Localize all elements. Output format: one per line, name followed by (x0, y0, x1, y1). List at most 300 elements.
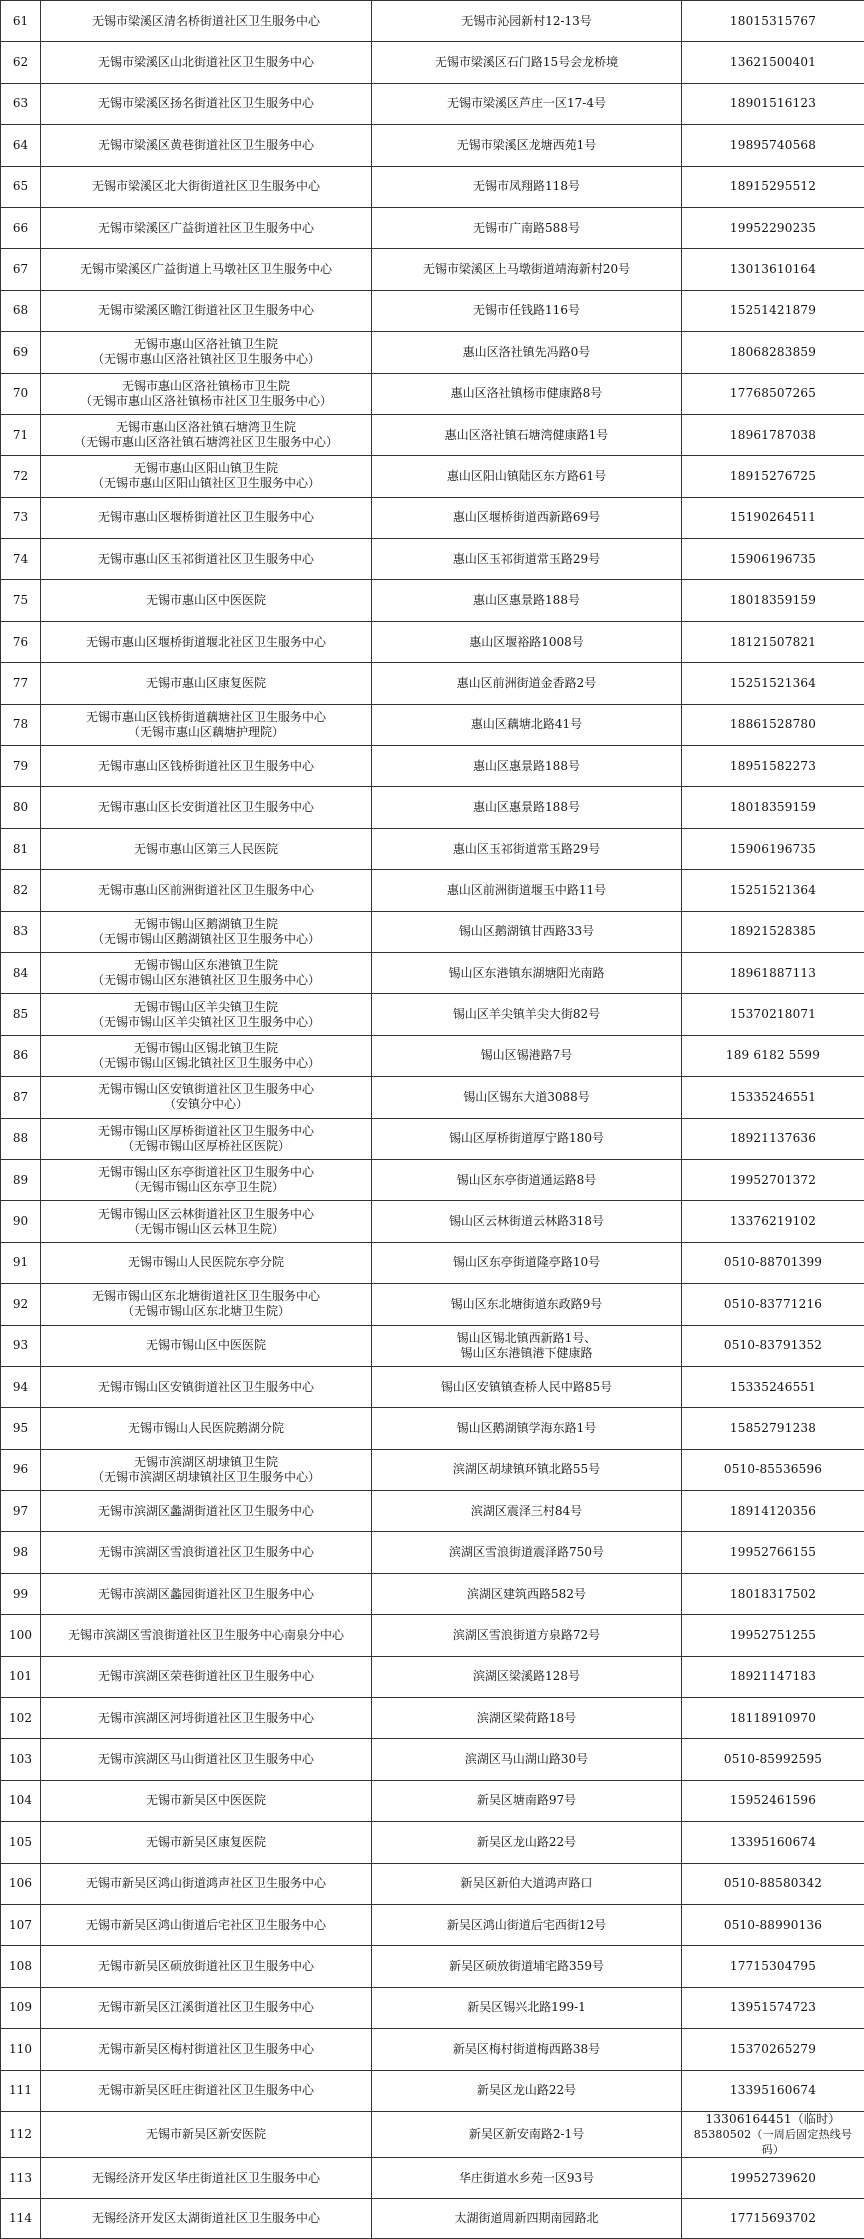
row-number-cell: 69 (1, 332, 41, 373)
facility-name-line: 无锡经济开发区华庄街道社区卫生服务中心 (45, 2171, 367, 2186)
facility-name-cell (41, 1573, 372, 1614)
table-row (1, 1739, 864, 1780)
table-row (1, 1615, 864, 1656)
table-row (1, 456, 864, 497)
address-cell (372, 414, 682, 455)
facility-name-cell (41, 166, 372, 207)
phone-cell (682, 42, 864, 83)
phone-cell (682, 1573, 864, 1614)
row-number-cell: 94 (1, 1366, 41, 1407)
facility-name-cell (41, 2070, 372, 2111)
phone-cell (682, 166, 864, 207)
phone-cell (682, 414, 864, 455)
table-row (1, 1532, 864, 1573)
clinic-table-body (1, 1, 864, 2239)
row-number-cell: 92 (1, 1284, 41, 1325)
phone-line: 0510-88701399 (686, 1255, 860, 1270)
address-cell (372, 42, 682, 83)
row-number-cell: 112 (1, 2111, 41, 2157)
address-cell (372, 2157, 682, 2198)
address-cell (372, 1780, 682, 1821)
facility-name-line: 无锡市梁溪区山北街道社区卫生服务中心 (45, 55, 367, 70)
table-row (1, 1449, 864, 1490)
address-line: 锡山区东亭街道隆亭路10号 (376, 1255, 677, 1270)
facility-name-line: 无锡市滨湖区雪浪街道社区卫生服务中心 (45, 1545, 367, 1560)
address-line: 新吴区硕放街道埔宅路359号 (376, 1959, 677, 1974)
row-number-cell: 80 (1, 787, 41, 828)
address-line: 锡山区东亭街道通运路8号 (376, 1173, 677, 1188)
row-number-cell: 66 (1, 207, 41, 248)
row-number-cell: 114 (1, 2199, 41, 2239)
row-number-cell: 72 (1, 456, 41, 497)
phone-cell (682, 580, 864, 621)
facility-name-line: （无锡市锡山区羊尖镇社区卫生服务中心） (45, 1015, 367, 1030)
address-cell (372, 1077, 682, 1118)
facility-name-cell (41, 1904, 372, 1945)
phone-line: 13013610164 (686, 262, 860, 277)
address-line: 锡山区安镇镇查桥人民中路85号 (376, 1380, 677, 1395)
row-number-cell: 88 (1, 1118, 41, 1159)
facility-name-cell (41, 1532, 372, 1573)
facility-name-line: 无锡市梁溪区扬名街道社区卫生服务中心 (45, 96, 367, 111)
address-line: 锡山区锡北镇西新路1号、 (376, 1331, 677, 1346)
phone-line: 13376219102 (686, 1214, 860, 1229)
address-cell (372, 539, 682, 580)
address-cell (372, 2029, 682, 2070)
table-row (1, 332, 864, 373)
facility-name-cell (41, 1615, 372, 1656)
facility-name-line: 无锡市惠山区洛社镇石塘湾卫生院 (45, 420, 367, 435)
table-row (1, 42, 864, 83)
address-cell (372, 1118, 682, 1159)
address-cell (372, 952, 682, 993)
phone-line: 13951574723 (686, 2000, 860, 2015)
table-row (1, 2157, 864, 2198)
address-cell (372, 290, 682, 331)
facility-name-cell (41, 704, 372, 745)
address-line: 滨湖区梁荷路18号 (376, 1711, 677, 1726)
address-line: 锡山区鹅湖镇甘西路33号 (376, 924, 677, 939)
phone-line: 17715693702 (686, 2211, 860, 2226)
table-row (1, 1201, 864, 1242)
phone-line: 15251521364 (686, 676, 860, 691)
address-line: 无锡市梁溪区上马墩街道靖海新村20号 (376, 262, 677, 277)
phone-cell (682, 1408, 864, 1449)
phone-line: 17715304795 (686, 1959, 860, 1974)
facility-name-cell (41, 456, 372, 497)
row-number-cell: 86 (1, 1035, 41, 1076)
facility-name-cell (41, 1739, 372, 1780)
address-line: 滨湖区胡埭镇环镇北路55号 (376, 1462, 677, 1477)
address-cell (372, 870, 682, 911)
address-cell (372, 1946, 682, 1987)
phone-line: 0510-88990136 (686, 1918, 860, 1933)
phone-line: 15190264511 (686, 510, 860, 525)
facility-name-cell (41, 373, 372, 414)
facility-name-cell (41, 1987, 372, 2028)
facility-name-line: （无锡市锡山区东亭卫生院） (45, 1180, 367, 1195)
phone-line: 0510-83771216 (686, 1297, 860, 1312)
address-line: 滨湖区震泽三村84号 (376, 1504, 677, 1519)
address-line: 惠山区前洲街道金香路2号 (376, 676, 677, 691)
address-cell (372, 1, 682, 42)
table-row (1, 207, 864, 248)
table-row (1, 621, 864, 662)
phone-line: 18961887113 (686, 966, 860, 981)
table-row (1, 1987, 864, 2028)
phone-cell (682, 1449, 864, 1490)
table-row (1, 994, 864, 1035)
address-cell (372, 621, 682, 662)
row-number-cell: 62 (1, 42, 41, 83)
phone-cell (682, 1077, 864, 1118)
facility-name-line: 无锡市梁溪区清名桥街道社区卫生服务中心 (45, 14, 367, 29)
facility-name-line: 无锡市惠山区钱桥街道社区卫生服务中心 (45, 759, 367, 774)
facility-name-cell (41, 2111, 372, 2157)
table-row (1, 1325, 864, 1366)
phone-cell (682, 1532, 864, 1573)
facility-name-cell (41, 580, 372, 621)
table-row (1, 1035, 864, 1076)
address-cell (372, 1449, 682, 1490)
facility-name-cell (41, 414, 372, 455)
row-number-cell: 70 (1, 373, 41, 414)
row-number-cell: 76 (1, 621, 41, 662)
facility-name-cell (41, 207, 372, 248)
phone-line: 13395160674 (686, 1835, 860, 1850)
table-row (1, 746, 864, 787)
address-cell (372, 332, 682, 373)
address-line: 锡山区鹅湖镇学海东路1号 (376, 1421, 677, 1436)
facility-name-line: 无锡市惠山区洛社镇卫生院 (45, 337, 367, 352)
row-number-cell: 97 (1, 1491, 41, 1532)
address-cell (372, 2111, 682, 2157)
phone-cell (682, 1822, 864, 1863)
address-line: 滨湖区建筑西路582号 (376, 1587, 677, 1602)
address-cell (372, 2199, 682, 2239)
facility-name-line: （无锡市锡山区厚桥社区医院） (45, 1139, 367, 1154)
facility-name-line: 无锡市滨湖区河埒街道社区卫生服务中心 (45, 1711, 367, 1726)
phone-cell (682, 249, 864, 290)
address-line: 锡山区东北塘街道东政路9号 (376, 1297, 677, 1312)
table-row (1, 1, 864, 42)
address-line: 新吴区龙山路22号 (376, 1835, 677, 1850)
address-cell (372, 125, 682, 166)
facility-name-cell (41, 746, 372, 787)
facility-name-line: 无锡市滨湖区马山街道社区卫生服务中心 (45, 1752, 367, 1767)
row-number-cell: 75 (1, 580, 41, 621)
row-number-cell: 99 (1, 1573, 41, 1614)
facility-name-cell (41, 2199, 372, 2239)
facility-name-line: 无锡市锡山区厚桥街道社区卫生服务中心 (45, 1124, 367, 1139)
row-number-cell: 77 (1, 663, 41, 704)
address-line: 惠山区洛社镇石塘湾健康路1号 (376, 428, 677, 443)
table-row (1, 1863, 864, 1904)
address-line: 锡山区锡港路7号 (376, 1048, 677, 1063)
address-cell (372, 1739, 682, 1780)
phone-cell (682, 2070, 864, 2111)
facility-name-cell (41, 290, 372, 331)
address-cell (372, 1698, 682, 1739)
table-row (1, 249, 864, 290)
row-number-cell: 61 (1, 1, 41, 42)
phone-cell (682, 2111, 864, 2157)
phone-cell (682, 704, 864, 745)
phone-cell (682, 1366, 864, 1407)
facility-name-cell (41, 1780, 372, 1821)
facility-name-line: 无锡市惠山区洛社镇杨市卫生院 (45, 379, 367, 394)
row-number-cell: 90 (1, 1201, 41, 1242)
address-cell (372, 580, 682, 621)
phone-line: 189 6182 5599 (686, 1048, 860, 1063)
table-row (1, 125, 864, 166)
table-row (1, 1573, 864, 1614)
phone-cell (682, 621, 864, 662)
facility-name-line: 无锡市新吴区康复医院 (45, 1835, 367, 1850)
facility-name-cell (41, 42, 372, 83)
phone-line: 18018317502 (686, 1587, 860, 1602)
row-number-cell: 109 (1, 1987, 41, 2028)
phone-cell (682, 1615, 864, 1656)
row-number-cell: 83 (1, 911, 41, 952)
facility-name-line: 无锡市惠山区阳山镇卫生院 (45, 461, 367, 476)
facility-name-line: 无锡市锡山区中医医院 (45, 1338, 367, 1353)
facility-name-cell (41, 1366, 372, 1407)
address-line: 惠山区惠景路188号 (376, 593, 677, 608)
facility-name-cell (41, 1201, 372, 1242)
facility-name-line: 无锡市惠山区前洲街道社区卫生服务中心 (45, 883, 367, 898)
table-row (1, 1408, 864, 1449)
address-line: 惠山区堰桥街道西新路69号 (376, 510, 677, 525)
facility-name-line: 无锡市锡山区羊尖镇卫生院 (45, 1000, 367, 1015)
phone-line: 15370218071 (686, 1007, 860, 1022)
facility-name-line: （无锡市锡山区锡北镇社区卫生服务中心） (45, 1056, 367, 1071)
address-line: 新吴区梅村街道梅西路38号 (376, 2042, 677, 2057)
address-line: 无锡市任钱路116号 (376, 303, 677, 318)
phone-line: 18861528780 (686, 717, 860, 732)
address-cell (372, 497, 682, 538)
address-line: 无锡市梁溪区芦庄一区17-4号 (376, 96, 677, 111)
facility-name-cell (41, 1408, 372, 1449)
facility-name-cell (41, 870, 372, 911)
table-row (1, 787, 864, 828)
row-number-cell: 113 (1, 2157, 41, 2198)
table-row (1, 1159, 864, 1200)
phone-line: 13621500401 (686, 55, 860, 70)
row-number-cell: 84 (1, 952, 41, 993)
facility-name-cell (41, 1242, 372, 1283)
facility-name-line: 无锡市新吴区鸿山街道鸿声社区卫生服务中心 (45, 1876, 367, 1891)
table-row (1, 290, 864, 331)
row-number-cell: 101 (1, 1656, 41, 1697)
row-number-cell: 81 (1, 828, 41, 869)
facility-name-cell (41, 1656, 372, 1697)
facility-name-line: 无锡市滨湖区胡埭镇卫生院 (45, 1455, 367, 1470)
table-row (1, 2111, 864, 2157)
facility-name-line: （无锡市滨湖区胡埭镇社区卫生服务中心） (45, 1470, 367, 1485)
facility-name-line: 无锡市新吴区新安医院 (45, 2127, 367, 2142)
facility-name-line: 无锡市锡山区锡北镇卫生院 (45, 1041, 367, 1056)
address-line: 锡山区锡东大道3088号 (376, 1090, 677, 1105)
address-line: 惠山区玉祁街道常玉路29号 (376, 552, 677, 567)
table-row (1, 2199, 864, 2239)
table-row (1, 1077, 864, 1118)
address-line: 惠山区惠景路188号 (376, 800, 677, 815)
facility-name-line: 无锡市新吴区梅村街道社区卫生服务中心 (45, 2042, 367, 2057)
phone-line: 15906196735 (686, 842, 860, 857)
phone-line: 18961787038 (686, 428, 860, 443)
address-cell (372, 1035, 682, 1076)
table-row (1, 1284, 864, 1325)
phone-cell (682, 207, 864, 248)
table-row (1, 373, 864, 414)
facility-name-cell (41, 1284, 372, 1325)
facility-name-cell (41, 1325, 372, 1366)
facility-name-cell (41, 1077, 372, 1118)
address-line: 无锡市广南路588号 (376, 221, 677, 236)
address-line: 新吴区新安南路2-1号 (376, 2127, 677, 2142)
row-number-cell: 73 (1, 497, 41, 538)
table-row (1, 704, 864, 745)
facility-name-cell (41, 663, 372, 704)
address-cell (372, 1242, 682, 1283)
phone-line: 18915276725 (686, 469, 860, 484)
phone-cell (682, 663, 864, 704)
facility-name-cell (41, 828, 372, 869)
row-number-cell: 110 (1, 2029, 41, 2070)
facility-name-cell (41, 994, 372, 1035)
table-row (1, 1656, 864, 1697)
table-row (1, 1366, 864, 1407)
phone-line: 18901516123 (686, 96, 860, 111)
phone-line: 13395160674 (686, 2083, 860, 2098)
row-number-cell: 96 (1, 1449, 41, 1490)
phone-line: 19952766155 (686, 1545, 860, 1560)
address-line: 太湖街道周新四期南园路北 (376, 2211, 677, 2226)
facility-name-line: （无锡市惠山区洛社镇社区卫生服务中心） (45, 352, 367, 367)
address-line: 惠山区玉祁街道常玉路29号 (376, 842, 677, 857)
phone-cell (682, 1325, 864, 1366)
row-number-cell: 78 (1, 704, 41, 745)
address-cell (372, 704, 682, 745)
phone-cell (682, 497, 864, 538)
phone-cell (682, 1491, 864, 1532)
phone-line: 85380502（一周后固定热线号码） (686, 2127, 860, 2157)
address-line: 无锡市凤翔路118号 (376, 179, 677, 194)
row-number-cell: 106 (1, 1863, 41, 1904)
phone-line: 0510-85992595 (686, 1752, 860, 1767)
address-line: 惠山区惠景路188号 (376, 759, 677, 774)
phone-line: 15251521364 (686, 883, 860, 898)
table-row (1, 1242, 864, 1283)
phone-cell (682, 1201, 864, 1242)
facility-name-line: 无锡市惠山区中医医院 (45, 593, 367, 608)
phone-line: 18921147183 (686, 1669, 860, 1684)
phone-cell (682, 746, 864, 787)
facility-name-line: 无锡市锡山人民医院东亭分院 (45, 1255, 367, 1270)
facility-name-cell (41, 1698, 372, 1739)
table-row (1, 870, 864, 911)
table-row (1, 1491, 864, 1532)
address-line: 惠山区阳山镇陆区东方路61号 (376, 469, 677, 484)
address-cell (372, 663, 682, 704)
phone-line: 17768507265 (686, 386, 860, 401)
address-cell (372, 207, 682, 248)
facility-name-line: 无锡市新吴区旺庄街道社区卫生服务中心 (45, 2083, 367, 2098)
facility-name-cell (41, 1449, 372, 1490)
facility-name-line: 无锡市惠山区第三人民医院 (45, 842, 367, 857)
facility-name-line: （无锡市惠山区洛社镇杨市社区卫生服务中心） (45, 394, 367, 409)
address-line: 锡山区东港镇东湖塘阳光南路 (376, 966, 677, 981)
table-row (1, 2029, 864, 2070)
address-cell (372, 456, 682, 497)
address-cell (372, 1863, 682, 1904)
address-cell (372, 1408, 682, 1449)
table-row (1, 663, 864, 704)
facility-name-cell (41, 125, 372, 166)
address-cell (372, 166, 682, 207)
facility-name-cell (41, 1035, 372, 1076)
phone-cell (682, 2199, 864, 2239)
address-line: 新吴区鸿山街道后宅西街12号 (376, 1918, 677, 1933)
row-number-cell: 79 (1, 746, 41, 787)
table-row (1, 1118, 864, 1159)
table-row (1, 1780, 864, 1821)
phone-cell (682, 1284, 864, 1325)
phone-cell (682, 1159, 864, 1200)
table-row (1, 580, 864, 621)
table-row (1, 166, 864, 207)
address-line: 滨湖区马山湖山路30号 (376, 1752, 677, 1767)
facility-name-line: 无锡市滨湖区蠡园街道社区卫生服务中心 (45, 1587, 367, 1602)
facility-name-cell (41, 911, 372, 952)
address-cell (372, 373, 682, 414)
phone-line: 15852791238 (686, 1421, 860, 1436)
phone-line: 18121507821 (686, 635, 860, 650)
table-row (1, 414, 864, 455)
table-row (1, 1904, 864, 1945)
address-cell (372, 1532, 682, 1573)
facility-name-line: （无锡市锡山区东港镇社区卫生服务中心） (45, 973, 367, 988)
row-number-cell: 64 (1, 125, 41, 166)
facility-name-line: 无锡市新吴区鸿山街道后宅社区卫生服务中心 (45, 1918, 367, 1933)
facility-name-cell (41, 621, 372, 662)
address-line: 新吴区塘南路97号 (376, 1793, 677, 1808)
address-cell (372, 1987, 682, 2028)
address-line: 惠山区前洲街道堰玉中路11号 (376, 883, 677, 898)
facility-name-line: （无锡市惠山区洛社镇石塘湾社区卫生服务中心） (45, 435, 367, 450)
phone-line: 18951582273 (686, 759, 860, 774)
phone-cell (682, 456, 864, 497)
phone-line: 19952739620 (686, 2171, 860, 2186)
facility-name-line: 无锡市锡山区东港镇卫生院 (45, 958, 367, 973)
facility-name-line: 无锡市锡山区东亭街道社区卫生服务中心 (45, 1165, 367, 1180)
facility-name-cell (41, 1946, 372, 1987)
facility-name-line: （安镇分中心） (45, 1097, 367, 1112)
row-number-cell: 67 (1, 249, 41, 290)
row-number-cell: 82 (1, 870, 41, 911)
row-number-cell: 65 (1, 166, 41, 207)
facility-name-line: 无锡市新吴区中医医院 (45, 1793, 367, 1808)
phone-cell (682, 1656, 864, 1697)
phone-cell (682, 1739, 864, 1780)
facility-name-line: 无锡市锡山区云林街道社区卫生服务中心 (45, 1207, 367, 1222)
address-cell (372, 994, 682, 1035)
address-line: 锡山区云林街道云林路318号 (376, 1214, 677, 1229)
table-row (1, 1822, 864, 1863)
phone-line: 19952751255 (686, 1628, 860, 1643)
address-cell (372, 787, 682, 828)
